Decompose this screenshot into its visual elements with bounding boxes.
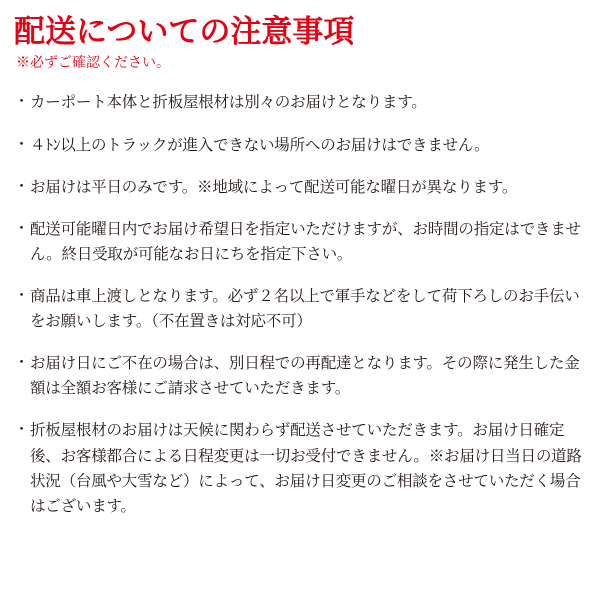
bullet-icon: ・ bbox=[14, 219, 30, 237]
list-item-text: お届け日にご不在の場合は、別日程での再配達となります。その際に発生した金額は全額お客様にご請求させていただきます。 bbox=[30, 355, 580, 398]
list-item bbox=[14, 90, 586, 115]
page-title: 配送についての注意事項 bbox=[14, 14, 355, 49]
list-item-text: 折板屋根材のお届けは天候に関わらず配送させていただきます。お届け日確定後、お客様都合による日程変更は一切お受付できません。※お届け日当日の道路状況（台風や大雪など）によって、お届け日変更のご相談をさせていただく場合はございます。 bbox=[30, 422, 582, 515]
bullet-icon: ・ bbox=[14, 177, 30, 195]
list-item bbox=[14, 284, 586, 334]
bullet-icon: ・ bbox=[14, 421, 30, 439]
bullet-icon: ・ bbox=[14, 286, 30, 304]
list-item-text: お届けは平日のみです。※地域によって配送可能な曜日が異なります。 bbox=[30, 178, 518, 196]
list-item-text: ４ﾄﾝ以上のトラックが進入できない場所へのお届けはできません。 bbox=[30, 136, 490, 154]
bullet-icon: ・ bbox=[14, 135, 30, 153]
page-subtitle: ※必ずご確認ください。 bbox=[16, 53, 170, 70]
list-item bbox=[14, 351, 586, 401]
list-item bbox=[14, 418, 586, 518]
bullet-icon: ・ bbox=[14, 354, 30, 372]
list-item-text: 商品は車上渡しとなります。必ず２名以上で軍手などをして荷下ろしのお手伝いをお願いします。（不在置きは対応不可） bbox=[30, 287, 580, 331]
list-item bbox=[14, 217, 586, 267]
list-item-text: 配送可能曜日内でお届け希望日を指定いただけますが、お時間の指定はできません。終日受取が可能なお日にちを指定下さい。 bbox=[30, 220, 581, 263]
list-item-text: カーポート本体と折板屋根材は別々のお届けとなります。 bbox=[30, 94, 427, 112]
notes-list bbox=[14, 90, 586, 518]
list-item bbox=[14, 133, 586, 158]
list-item bbox=[14, 175, 586, 200]
bullet-icon: ・ bbox=[14, 93, 30, 111]
